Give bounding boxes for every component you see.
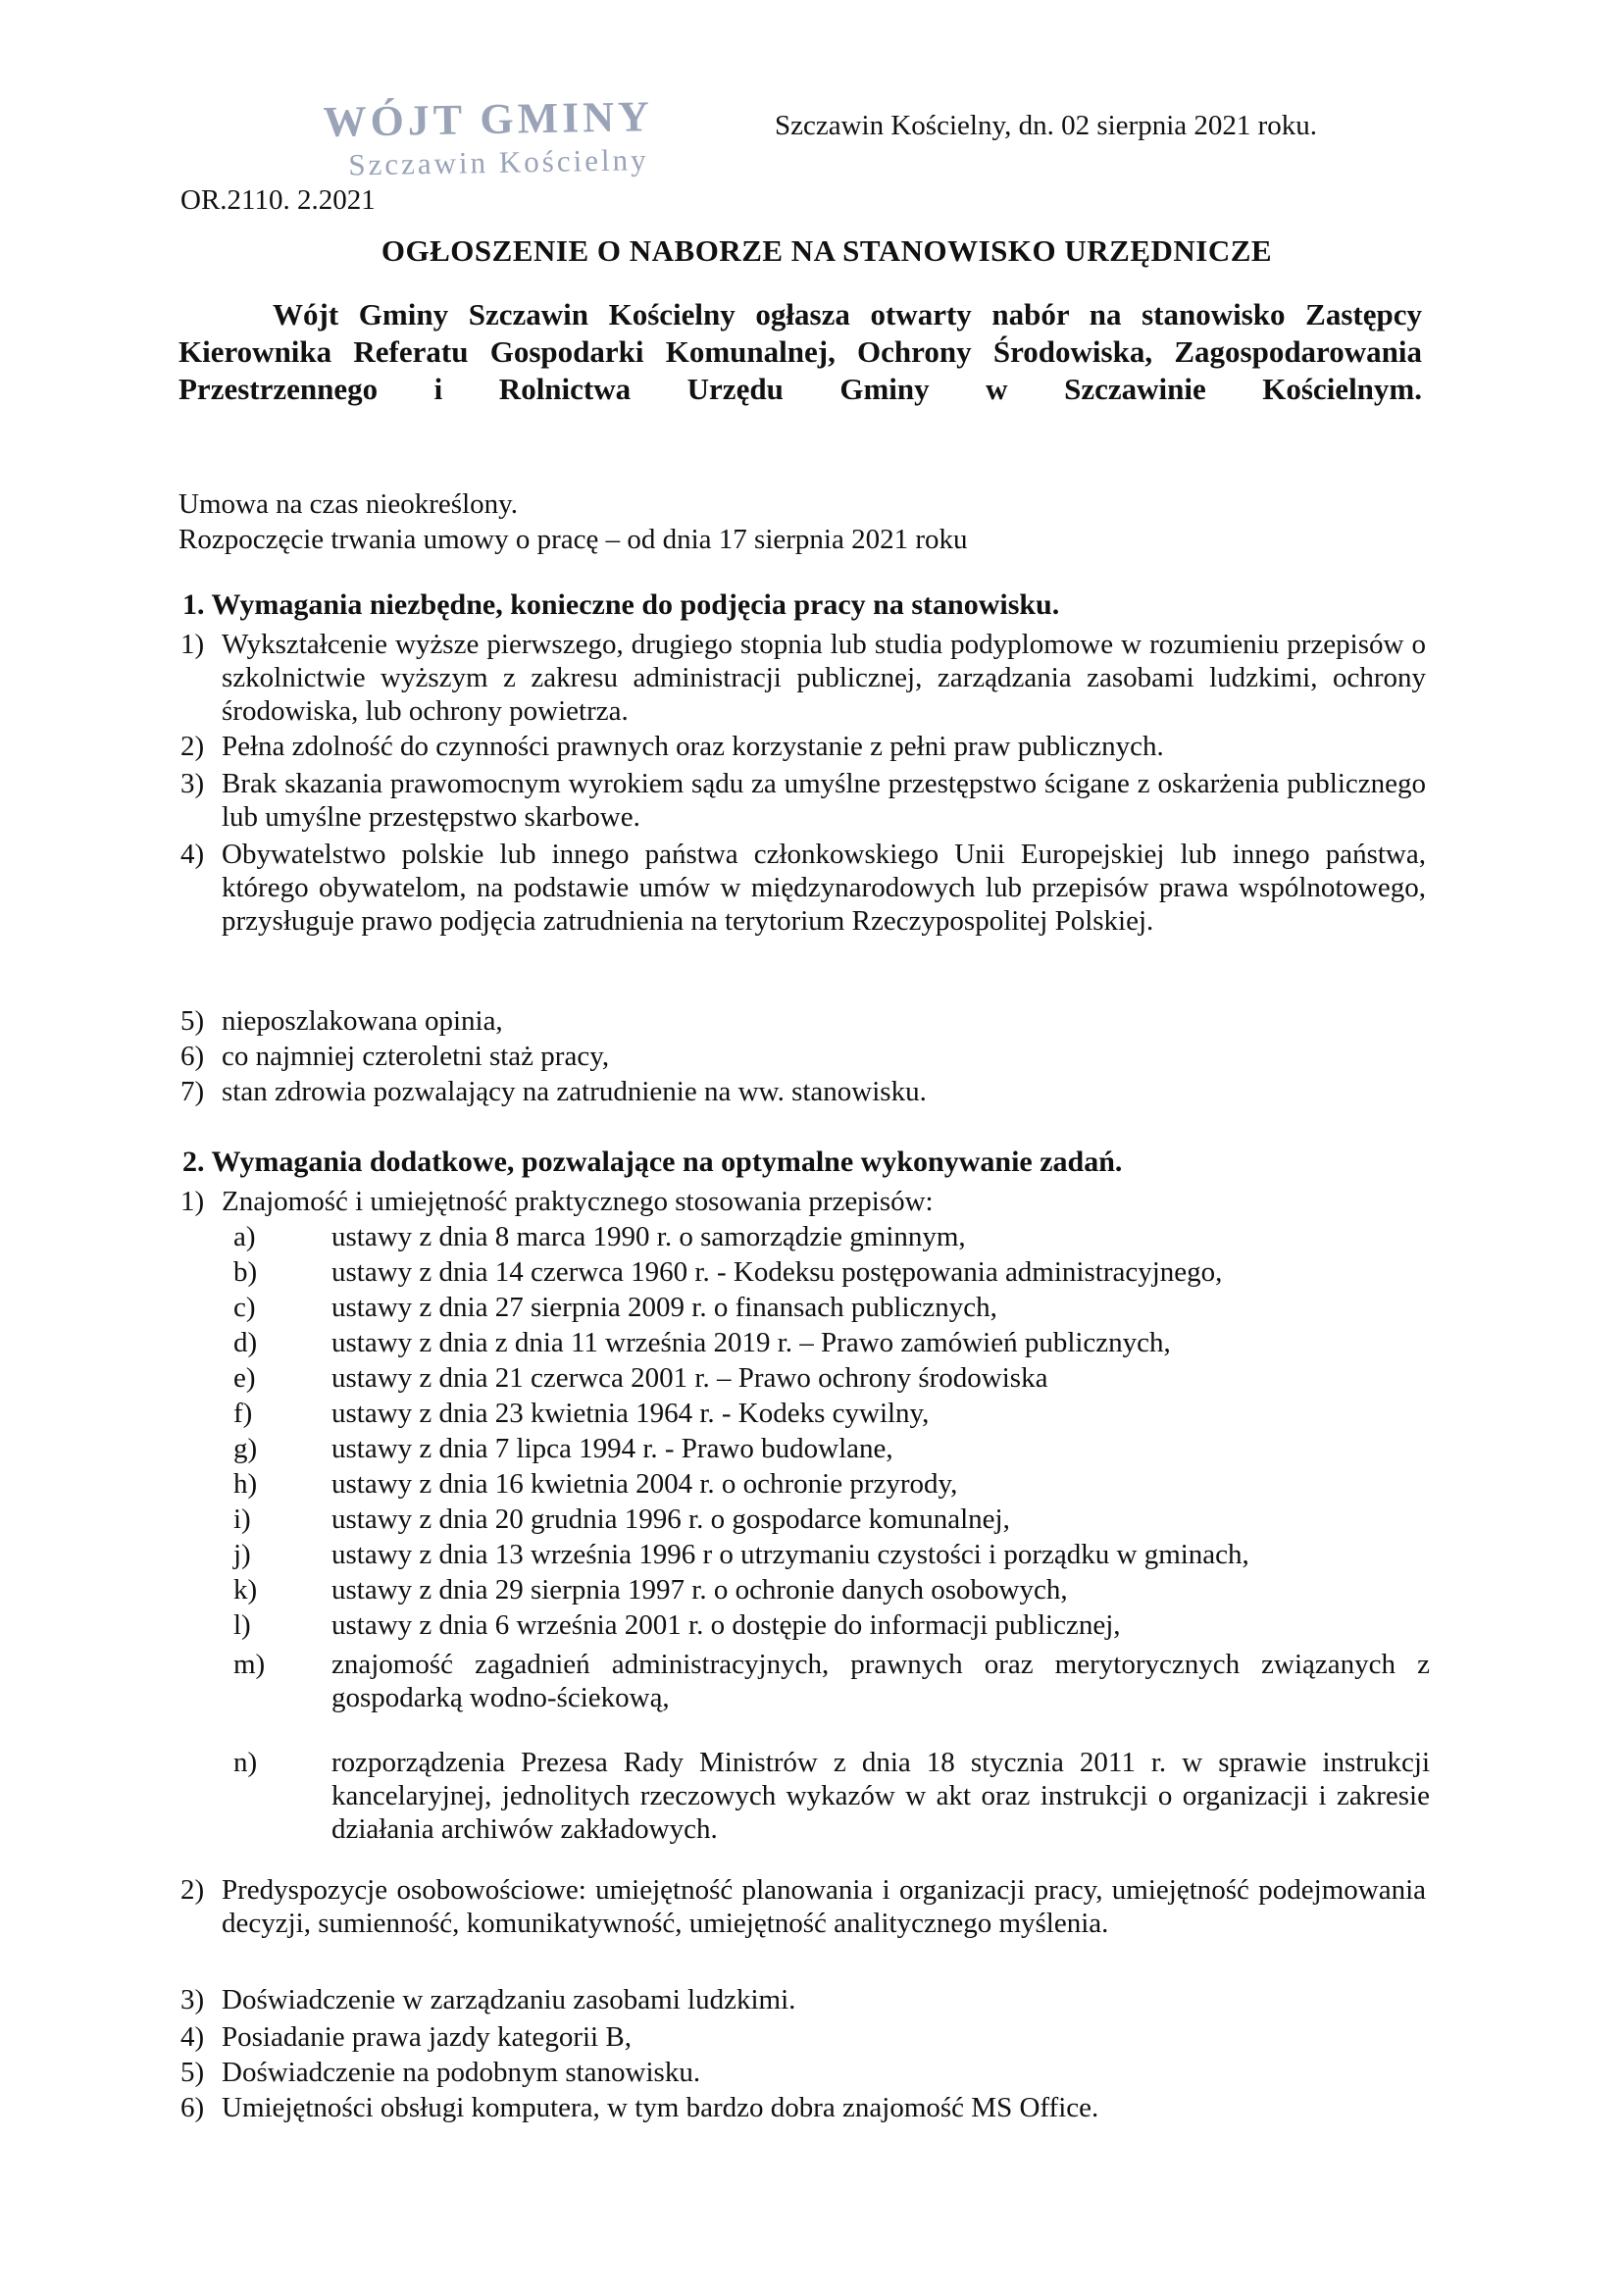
requirement-item: [180, 2091, 1426, 2124]
law-text: ustawy z dnia 6 września 2001 r. o dostępie do informacji publicznej,: [331, 1609, 1121, 1641]
law-letter: d): [233, 1327, 258, 1358]
law-text: ustawy z dnia 13 września 1996 r o utrzymaniu czystości i porządku w gminach,: [331, 1539, 1249, 1570]
item-number: 1): [180, 629, 205, 660]
requirement-item: [180, 1185, 1426, 1218]
law-text: znajomość zagadnień administracyjnych, prawnych oraz merytorycznych związanych z gospodarką wodno-ściekową,: [331, 1649, 1430, 1713]
law-text: ustawy z dnia 29 sierpnia 1997 r. o ochronie danych osobowych,: [331, 1574, 1068, 1606]
document-title: OGŁOSZENIE O NABORZE NA STANOWISKO URZĘDNICZE: [381, 233, 1273, 268]
law-item: [233, 1291, 1430, 1324]
law-item: [233, 1397, 1430, 1430]
stamp-line-2: Szczawin Kościelny: [348, 142, 649, 182]
item-text: Pełna zdolność do czynności prawnych oraz korzystanie z pełni praw publicznych.: [222, 731, 1164, 762]
official-stamp: [311, 91, 665, 183]
item-number: 3): [180, 1984, 205, 2015]
item-text: Umiejętności obsługi komputera, w tym bardzo dobra znajomość MS Office.: [222, 2092, 1099, 2123]
law-text: rozporządzenia Prezesa Rady Ministrów z dnia 18 stycznia 2011 r. w sprawie instrukcji kancelaryjnej, jednolitych rzeczowych wykazów w akt oraz instrukcji o organizacji i zakresie działania archiwów zakładowych.: [331, 1747, 1430, 1845]
law-text: ustawy z dnia 21 czerwca 2001 r. – Prawo ochrony środowiska: [331, 1362, 1048, 1394]
law-item: [233, 1432, 1430, 1465]
law-text: ustawy z dnia 27 sierpnia 2009 r. o finansach publicznych,: [331, 1292, 997, 1323]
requirement-item: [180, 1040, 1426, 1073]
requirement-item: [180, 1873, 1426, 1940]
requirement-item: [180, 2020, 1426, 2054]
item-number: 3): [180, 768, 205, 799]
item-text: Brak skazania prawomocnym wyrokiem sądu za umyślne przestępstwo ścigane z oskarżenia publicznego lub umyślne przestępstwo skarbowe.: [222, 768, 1426, 833]
item-number: 6): [180, 1041, 205, 1072]
requirement-item: [180, 628, 1426, 728]
item-number: 2): [180, 1874, 205, 1906]
contract-type: Umowa na czas nieokreślony.: [178, 488, 519, 520]
item-text: Doświadczenie w zarządzaniu zasobami ludzkimi.: [222, 1984, 796, 2015]
law-item: [233, 1538, 1430, 1571]
item-text: Doświadczenie na podobnym stanowisku.: [222, 2057, 701, 2088]
item-number: 5): [180, 2057, 205, 2088]
item-text: Wykształcenie wyższe pierwszego, drugiego stopnia lub studia podyplomowe w rozumieniu przepisów o szkolnictwie wyższym z zakresu administracji publicznej, zarządzania zasobami ludzkimi, ochrony środowiska, lub ochrony powietrza.: [222, 629, 1426, 727]
item-number: 1): [180, 1186, 205, 1217]
law-letter: i): [233, 1504, 251, 1535]
item-number: 5): [180, 1005, 205, 1037]
law-text: ustawy z dnia z dnia 11 września 2019 r. – Prawo zamówień publicznych,: [331, 1327, 1171, 1358]
requirement-item: [180, 730, 1426, 763]
law-item: [233, 1573, 1430, 1606]
section-2-heading: 2. Wymagania dodatkowe, pozwalające na optymalne wykonywanie zadań.: [182, 1146, 1123, 1178]
requirement-item: [180, 767, 1426, 834]
law-text: ustawy z dnia 8 marca 1990 r. o samorządzie gminnym,: [331, 1221, 966, 1252]
reference-number: OR.2110. 2.2021: [180, 184, 376, 216]
law-letter: m): [233, 1649, 266, 1680]
requirement-item: [180, 1004, 1426, 1038]
requirement-item: [180, 2056, 1426, 2089]
law-item: [233, 1220, 1430, 1253]
place-and-date: Szczawin Kościelny, dn. 02 sierpnia 2021 roku.: [775, 110, 1318, 141]
law-item: [233, 1467, 1430, 1501]
law-text: ustawy z dnia 16 kwietnia 2004 r. o ochronie przyrody,: [331, 1468, 958, 1500]
item-text: co najmniej czteroletni staż pracy,: [222, 1041, 610, 1072]
law-text: ustawy z dnia 7 lipca 1994 r. - Prawo budowlane,: [331, 1433, 893, 1464]
law-item: [233, 1255, 1430, 1289]
law-text: ustawy z dnia 23 kwietnia 1964 r. - Kodeks cywilny,: [331, 1398, 930, 1429]
law-letter: l): [233, 1609, 251, 1641]
law-item: [233, 1746, 1430, 1846]
law-letter: a): [233, 1221, 256, 1252]
law-letter: n): [233, 1747, 258, 1778]
section-1-heading: 1. Wymagania niezbędne, konieczne do podjęcia pracy na stanowisku.: [182, 588, 1060, 621]
item-number: 4): [180, 2021, 205, 2053]
law-text: ustawy z dnia 14 czerwca 1960 r. - Kodeksu postępowania administracyjnego,: [331, 1256, 1223, 1288]
law-letter: e): [233, 1362, 256, 1394]
intro-paragraph: Wójt Gminy Szczawin Kościelny ogłasza otwarty nabór na stanowisko Zastępcy Kierownika Referatu Gospodarki Komunalnej, Ochrony Środowiska, Zagospodarowania Przestrzennego i Rolnictwa Urzędu Gminy w Szczawinie Kościelnym.: [178, 297, 1422, 406]
requirement-item: [180, 1983, 1426, 2016]
stamp-line-1: WÓJT GMINY: [323, 92, 654, 146]
law-letter: g): [233, 1433, 258, 1464]
requirement-item: [180, 838, 1426, 938]
requirement-item: [180, 1075, 1426, 1108]
law-item: [233, 1608, 1430, 1642]
item-text: Znajomość i umiejętność praktycznego stosowania przepisów:: [222, 1186, 934, 1217]
item-text: nieposzlakowana opinia,: [222, 1005, 503, 1037]
item-number: 7): [180, 1076, 205, 1107]
item-text: Posiadanie prawa jazdy kategorii B,: [222, 2021, 632, 2053]
item-number: 4): [180, 839, 205, 870]
item-text: stan zdrowia pozwalający na zatrudnienie na ww. stanowisku.: [222, 1076, 927, 1107]
law-item: [233, 1326, 1430, 1359]
law-letter: k): [233, 1574, 258, 1606]
law-letter: f): [233, 1398, 253, 1429]
item-number: 6): [180, 2092, 205, 2123]
law-letter: h): [233, 1468, 258, 1500]
item-number: 2): [180, 731, 205, 762]
law-letter: j): [233, 1539, 251, 1570]
law-item: [233, 1648, 1430, 1714]
item-text: Obywatelstwo polskie lub innego państwa członkowskiego Unii Europejskiej lub innego państwa, którego obywatelom, na podstawie umów w międzynarodowych lub przepisów prawa wspólnotowego, przysługuje prawo podjęcia zatrudnienia na terytorium Rzeczypospolitej Polskiej.: [222, 839, 1426, 937]
law-letter: c): [233, 1292, 256, 1323]
item-text: Predyspozycje osobowościowe: umiejętność planowania i organizacji pracy, umiejętność podejmowania decyzji, sumienność, komunikatywność, umiejętność analitycznego myślenia.: [222, 1874, 1426, 1939]
law-text: ustawy z dnia 20 grudnia 1996 r. o gospodarce komunalnej,: [331, 1504, 1010, 1535]
contract-start: Rozpoczęcie trwania umowy o pracę – od dnia 17 sierpnia 2021 roku: [178, 524, 968, 555]
law-item: [233, 1361, 1430, 1395]
law-item: [233, 1503, 1430, 1536]
law-letter: b): [233, 1256, 258, 1288]
